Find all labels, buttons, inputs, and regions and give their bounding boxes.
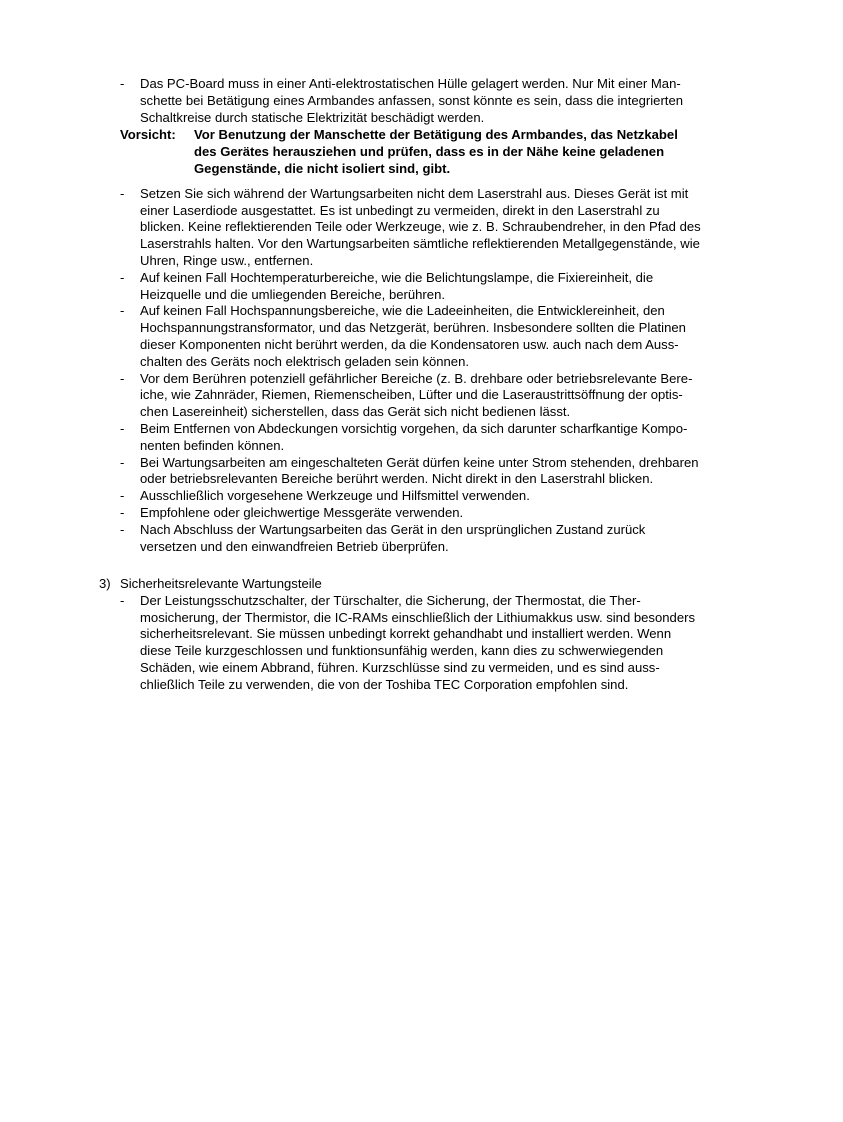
bullet-line: Nach Abschluss der Wartungsarbeiten das Gerät in den ursprünglichen Zustand zurück xyxy=(140,521,646,537)
dash-marker: - xyxy=(120,370,125,386)
bullet-line: Setzen Sie sich während der Wartungsarbeiten nicht dem Laserstrahl aus. Dieses Gerät ist mit xyxy=(140,185,689,201)
bullet-line: blicken. Keine reflektierenden Teile oder Werkzeuge, wie z. B. Schraubendreher, in den Pfad des xyxy=(140,219,701,235)
bullet-line: iche, wie Zahnräder, Riemen, Riemenscheiben, Lüfter und die Laseraustrittsöffnung der optis- xyxy=(140,387,683,403)
dash-marker: - xyxy=(120,76,125,91)
section-title: Sicherheitsrelevante Wartungsteile xyxy=(120,576,322,591)
bullet-line: diese Teile kurzgeschlossen und funktionsunfähig werden, kann dies zu schwerwiegenden xyxy=(140,643,664,659)
bullet-line: Ausschließlich vorgesehene Werkzeuge und Hilfsmittel verwenden. xyxy=(140,488,530,504)
bullet-line: Schaltkreise durch statische Elektrizität beschädigt werden. xyxy=(140,109,485,125)
bullet-line: oder betriebsrelevanten Bereiche berührt werden. Nicht direkt in den Laserstrahl blicken. xyxy=(140,471,654,487)
safety-bullet-list xyxy=(120,186,745,556)
dash-marker: - xyxy=(120,488,125,504)
caution-line: Gegenstände, die nicht isoliert sind, gibt. xyxy=(194,160,451,176)
bullet-laser xyxy=(120,186,745,270)
bullet-line: chließlich Teile zu verwenden, die von der Toshiba TEC Corporation empfohlen sind. xyxy=(140,676,629,692)
bullet-line: Empfohlene oder gleichwertige Messgeräte verwenden. xyxy=(140,504,464,520)
bullet-line: chalten des Geräts noch elektrisch geladen sein können. xyxy=(140,353,470,369)
bullet-line: schette bei Betätigung eines Armbandes anfassen, sonst könnte es sein, dass die integrierten xyxy=(140,92,684,108)
bullet-line: sicherheitsrelevant. Sie müssen unbedingt korrekt gehandhabt und installiert werden. Wenn xyxy=(140,626,672,642)
dash-marker: - xyxy=(120,185,125,201)
section-bullet-list xyxy=(99,593,749,694)
bullet-covers xyxy=(120,421,745,455)
bullet-pc-board xyxy=(120,76,745,126)
safety-instructions xyxy=(120,76,745,555)
dash-marker: - xyxy=(120,454,125,470)
bullet-line: Uhren, Ringe usw., entfernen. xyxy=(140,252,314,268)
bullet-measuring-devices xyxy=(120,505,745,522)
bullet-line: mosicherung, der Thermistor, die IC-RAMs einschließlich der Lithiumakkus usw. sind besonders xyxy=(140,609,696,625)
section-number: 3) xyxy=(99,576,111,591)
dash-marker: - xyxy=(120,504,125,520)
dash-marker: - xyxy=(120,420,125,436)
bullet-dangerous-areas xyxy=(120,371,745,421)
dash-marker: - xyxy=(120,592,125,608)
bullet-line: Der Leistungsschutzschalter, der Türschalter, die Sicherung, der Thermostat, die Ther- xyxy=(140,592,641,608)
caution-label: Vorsicht: xyxy=(120,127,176,143)
caution-line: Vor Benutzung der Manschette der Betätigung des Armbandes, das Netzkabel xyxy=(194,127,678,143)
bullet-line: Vor dem Berühren potenziell gefährlicher Bereiche (z. B. drehbare oder betriebsrelevante Bere- xyxy=(140,370,693,386)
bullet-line: Schäden, wie einem Abbrand, führen. Kurzschlüsse sind zu vermeiden, und es sind auss- xyxy=(140,659,660,675)
bullet-line: Heizquelle und die umliegenden Bereiche, berühren. xyxy=(140,286,445,302)
bullet-safety-relevant-parts xyxy=(120,593,749,694)
bullet-line: Beim Entfernen von Abdeckungen vorsichtig vorgehen, da sich darunter scharfkantige Kompo- xyxy=(140,420,688,436)
bullet-high-voltage xyxy=(120,303,745,370)
bullet-line: nenten befinden können. xyxy=(140,437,285,453)
bullet-line: versetzen und den einwandfreien Betrieb überprüfen. xyxy=(140,538,449,554)
bullet-tools xyxy=(120,488,745,505)
bullet-line: Auf keinen Fall Hochtemperaturbereiche, wie die Belichtungslampe, die Fixiereinheit, die xyxy=(140,269,654,285)
dash-marker: - xyxy=(120,303,125,319)
bullet-high-temperature xyxy=(120,270,745,304)
bullet-line: Hochspannungstransformator, und das Netzgerät, berühren. Insbesondere sollten die Platinen xyxy=(140,320,686,336)
bullet-line: Das PC-Board muss in einer Anti-elektrostatischen Hülle gelagert werden. Nur Mit einer Man- xyxy=(140,76,681,91)
section-heading xyxy=(99,576,749,593)
bullet-line: chen Lasereinheit) sicherstellen, dass das Gerät sich nicht bedienen lässt. xyxy=(140,404,571,420)
dash-marker: - xyxy=(120,521,125,537)
bullet-powered-device xyxy=(120,455,745,489)
bullet-line: Auf keinen Fall Hochspannungsbereiche, wie die Ladeeinheiten, die Entwicklereinheit, den xyxy=(140,303,665,319)
dash-marker: - xyxy=(120,269,125,285)
bullet-line: einer Laserdiode ausgestattet. Es ist unbedingt zu vermeiden, direkt in den Laserstrahl zu xyxy=(140,202,660,218)
bullet-line: Bei Wartungsarbeiten am eingeschalteten Gerät dürfen keine unter Strom stehenden, drehbaren xyxy=(140,454,699,470)
bullet-line: Laserstrahls halten. Vor den Wartungsarbeiten sämtliche reflektierenden Metallgegenstände, wie xyxy=(140,236,700,252)
caution-line: des Gerätes herausziehen und prüfen, dass es in der Nähe keine geladenen xyxy=(194,144,665,160)
bullet-line: dieser Komponenten nicht berührt werden, da die Kondensatoren usw. auch nach dem Auss- xyxy=(140,336,679,352)
section-safety-relevant-parts xyxy=(99,576,749,694)
caution-note xyxy=(120,127,745,177)
top-bullet-list xyxy=(120,76,745,126)
bullet-restore-device xyxy=(120,522,745,556)
